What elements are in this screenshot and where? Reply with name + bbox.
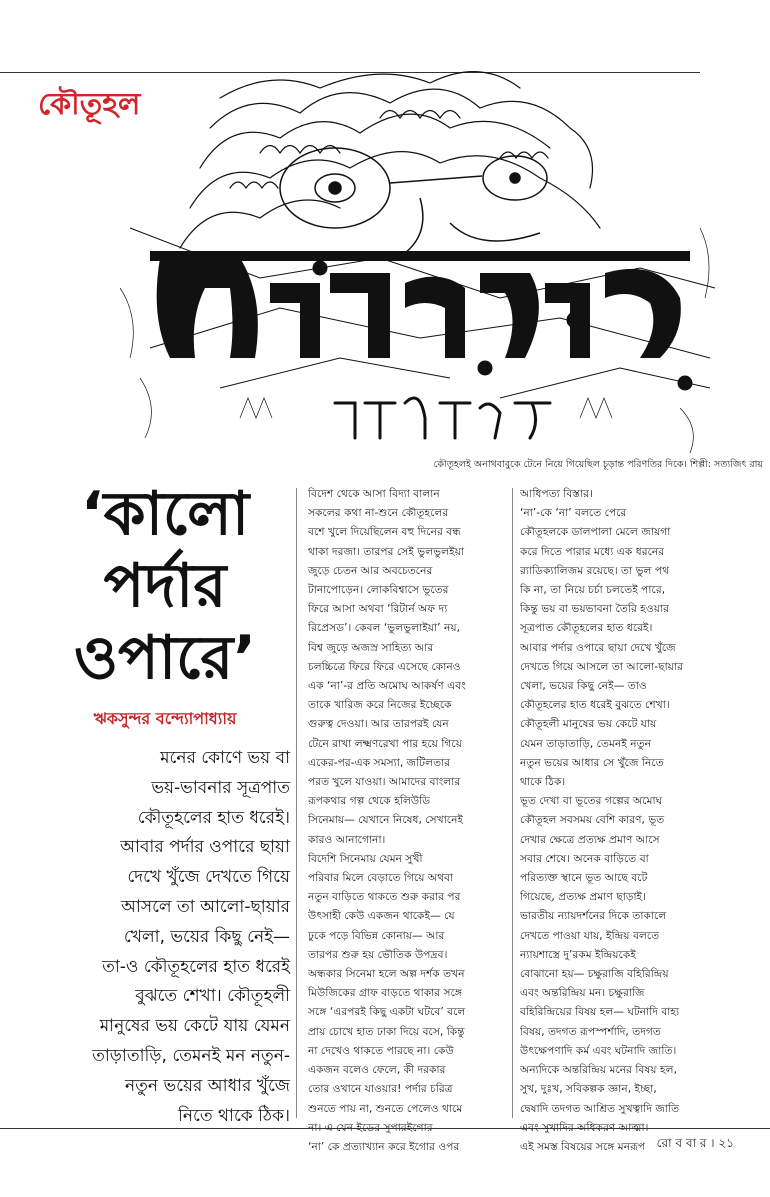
- standfirst-line: দেখে খুঁজে দেখতে গিয়ে: [127, 867, 290, 888]
- body-text-line: বিষয়, তদগত রূপস্পর্শাদি, তদগত: [520, 1024, 661, 1038]
- body-text-line: অন্যদিকে অন্তরিন্দ্রিয় মনের বিষয় হল,: [520, 1063, 677, 1077]
- body-text-line: কি না, তা নিয়ে চর্চা চলতেই পারে,: [520, 583, 666, 597]
- signature-art: [335, 398, 550, 438]
- body-text-line: দেখার ক্ষেত্রে প্রত্যক্ষ প্রমাণ আসে: [520, 832, 660, 846]
- body-text-line: একের-পর-এক সমস্যা, জটিলতার: [308, 755, 451, 769]
- standfirst-line: ভয়-ভাবনার সূত্রপাত: [151, 777, 290, 798]
- body-column-2: [520, 484, 723, 1156]
- standfirst-line: কৌতূহলের হাত ধরেই।: [137, 807, 290, 828]
- body-text-line: এবং অন্তরিন্দ্রিয় মন। চক্ষুরাজি: [520, 986, 645, 1000]
- body-text-line: ঢুকে পড়ে বিভিন্ন কোনায়— আর: [308, 928, 445, 942]
- body-text-line: আবার পর্দার ওপারে ছায়া দেখে খুঁজে: [520, 640, 676, 654]
- body-text-line: গিয়েছে, প্রত্যক্ষ প্রমাণ ছাড়াই।: [520, 890, 646, 904]
- face-sketch: [280, 148, 547, 253]
- body-text-line: বোঝানো হয়— চক্ষুরাজি বহিরিন্দ্রিয়: [520, 967, 669, 981]
- body-text-line: কৌতূহলের হাত ধরেই বুঝতে শেখা।: [520, 698, 670, 712]
- standfirst: [40, 744, 290, 1131]
- body-text-line: প্রায় চোখে হাত ঢাকা দিয়ে বসে, কিন্তু: [308, 1024, 465, 1038]
- standfirst-line: তা-ও কৌতূহলের হাত ধরেই: [102, 956, 290, 977]
- body-text-line: চলচ্চিত্রে ফিরে ফিরে এসেছে কোনও: [308, 659, 461, 673]
- body-text-line: রিপ্রেসড’। কেবল ‘ভুলভুলাইয়া’ নয়,: [308, 621, 461, 635]
- body-text-line: নতুন ভয়ের আধার সে খুঁজে নিতে: [520, 755, 664, 769]
- standfirst-line: নতুন ভয়ের আধার খুঁজে: [125, 1075, 290, 1096]
- body-text-line: তাকে খারিজ করে নিজের ইচ্ছেকে: [308, 698, 452, 712]
- column-divider: [512, 488, 513, 1118]
- body-text-line: আধিপত্য বিস্তার।: [520, 487, 593, 500]
- section-label: কৌতূহল: [38, 87, 141, 122]
- body-text-line: ন্যায়শাস্ত্রে দু’রকম ইন্দ্রিয়কেই: [520, 947, 636, 961]
- body-text-line: কৌতূহল সবসময় বেশি কারণ, ভূত: [520, 813, 665, 827]
- body-text-line: পরিত্যক্ত স্থানে ভূত আছে বটে: [520, 871, 648, 885]
- body-text-line: কিন্তু ভয় বা ভয়ভাবনা তৈরি হওয়ার: [520, 602, 669, 616]
- body-text-line: থাকা দরজা। তারপর সেই ভুলভুলইয়া: [308, 544, 465, 558]
- body-text-line: বশে খুলে দিয়েছিলেন বহু দিনের বন্ধ: [308, 525, 461, 539]
- body-text-line: শুনতে পায় না, শুনতে পেলেও থামে: [308, 1101, 463, 1115]
- body-text-line: অন্ধকার সিনেমা হলে অল্প দর্শক তখন: [308, 967, 465, 981]
- body-text-line: সুখ, দুঃখ, সবিকল্পক জ্ঞান, ইচ্ছা,: [520, 1082, 657, 1096]
- headline: [40, 478, 290, 694]
- page-folio: রো ব বা র । ২১: [656, 1136, 734, 1150]
- illustration: [120, 58, 720, 458]
- body-text-line: বিদেশি সিনেমায় যেমন সুখী: [308, 851, 423, 865]
- standfirst-line: তাড়াতাড়ি, তেমনই মন নতুন-: [92, 1045, 290, 1066]
- body-text-line: জুড়ে চেতন আর অবচেতনের: [308, 563, 433, 577]
- body-text-line: বিশ্ব জুড়ে অজস্র সাহিত্য আর: [308, 640, 434, 654]
- body-text-line: টানাপোড়েন। লোকবিশ্বাসে ভূতের: [308, 583, 449, 597]
- body-text-line: না দেখেও থাকতে পারছে না। কেউ: [308, 1043, 454, 1057]
- body-text-line: বহিরিন্দ্রিয়ের বিষয় হল— ঘটনাদি বাহ্য: [520, 1005, 680, 1019]
- body-text-line: থাকে ঠিক।: [520, 775, 566, 789]
- standfirst-line: আবার পর্দার ওপারে ছায়া: [120, 837, 290, 858]
- body-text-line: ভারতীয় ন্যায়দর্শনের দিকে তাকালে: [520, 909, 667, 923]
- body-text-line: উৎক্ষেপণাদি কর্ম এবং ঘটনাদি জাতি।: [520, 1043, 677, 1057]
- body-text-line: র‌্যাডিক্যালিজম রয়েছে। তা ভুল পথ: [520, 563, 670, 577]
- body-text-line: কৌতূহলী মানুষের ভয় কেটে যায়: [520, 717, 657, 731]
- body-text-line: সঙ্গে ‘এরপরই কিছু একটা ঘটবে’ বলে: [308, 1005, 466, 1019]
- standfirst-line: খেলা, ভয়ের কিছু নেই—: [123, 926, 290, 947]
- body-text-line: খেলা, ভয়ের কিছু নেই— তাও: [520, 679, 647, 693]
- body-column-1: [308, 484, 511, 1156]
- standfirst-line: নিতে থাকে ঠিক।: [178, 1105, 290, 1126]
- body-text-line: করে দিতে পারার মধ্যে এক ধরনের: [520, 544, 665, 558]
- column-divider: [296, 488, 297, 1118]
- body-text-line: ‘না’ কে প্রত্যাখ্যান করে ইগোর ওপর: [308, 1139, 460, 1153]
- body-text-line: রূপকথার গল্প থেকে হলিউডি: [308, 794, 431, 808]
- standfirst-line: আসলে তা আলো-ছায়ার: [121, 896, 290, 917]
- body-text-line: নতুন বাড়িতে থাকতে শুরু করার পর: [308, 890, 461, 904]
- standfirst-line: মনের কোণে ভয় বা: [160, 748, 290, 768]
- author-byline: ঋকসুন্দর বন্দ্যোপাধ্যায়: [93, 709, 237, 728]
- body-text-line: গুরুত্ব দেওয়া। আর তারপরই যেন: [308, 717, 449, 731]
- body-text-line: সবার শেষে। অনেক বাড়িতে বা: [520, 851, 649, 865]
- body-text-line: এক ‘না’-র প্রতি অমোঘ আকর্ষণ এবং: [308, 679, 466, 693]
- body-text-line: কৌতূহলকে ডালপালা মেলে জায়গা: [520, 525, 671, 539]
- body-text-line: দ্বেষাদি তদগত আশ্রিত সুখত্বাদি জাতি: [520, 1101, 680, 1115]
- headline-line: ওপারে’: [73, 623, 257, 693]
- body-text-line: কারও আনাগোনা।: [308, 832, 386, 846]
- body-text-line: উৎসাহী কেউ একজন থাকেই— যে: [308, 909, 455, 923]
- body-text-line: তারপর শুরু হয় ভৌতিক উপদ্রব।: [308, 947, 448, 961]
- body-text-line: ফিরে আসা অথবা ‘রিটার্ন অফ দ্য: [308, 602, 448, 616]
- standfirst-line: মানুষের ভয় কেটে যায় যেমন: [99, 1016, 290, 1037]
- headline-line: ‘কালো: [80, 479, 250, 549]
- hair-scribble: [180, 72, 600, 248]
- body-text-line: টেনে রাখা লক্ষ্মণরেখা পার হয়ে গিয়ে: [308, 736, 463, 750]
- body-text-line: সূত্রপাত কৌতূহলের হাত ধরেই।: [520, 621, 653, 635]
- body-text-line: একজন বলেও ফেলে, কী দরকার: [308, 1063, 446, 1077]
- illustration-caption: কৌতূহলই অনাথবাবুকে টেনে নিয়ে গিয়েছিল চূড়ান্ত পরিণতির দিকে। শিল্পী: সত্যজিৎ রায়: [433, 459, 763, 470]
- body-text-line: পরিবার মিলে বেড়াতে গিয়ে অথবা: [308, 871, 454, 885]
- body-text-line: এই সমস্ত বিষয়ের সঙ্গে মনরূপ: [520, 1139, 646, 1153]
- body-text-line: দেখতে গিয়ে আসলে তা আলো-ছায়ার: [520, 659, 683, 673]
- body-text-line: দেখতে পাওয়া যায়, ইন্দ্রিয় বলতে: [520, 928, 660, 942]
- body-text-line: সকলের কথা না-শুনে কৌতূহলের: [308, 506, 449, 520]
- standfirst-line: বুঝতে শেখা। কৌতূহলী: [135, 986, 290, 1007]
- body-text-line: বিদেশ থেকে আসা বিদ্যা বালান: [308, 487, 440, 500]
- body-text-line: পরত খুলে যাওয়া। আমাদের বাংলার: [308, 775, 461, 789]
- body-text-line: ‘না’-কে ‘না’ বলতে পেরে: [520, 506, 627, 520]
- bottom-rule: [0, 1128, 770, 1129]
- body-text-line: ভূত দেখা বা ভূতের গল্পের অমোঘ: [520, 794, 663, 808]
- body-text-line: সিনেমায়— যেখানে নিষেধ, সেখানেই: [308, 813, 464, 827]
- body-text-line: যেমন তাড়াতাড়ি, তেমনই নতুন: [520, 736, 652, 750]
- body-text-line: তোর ওখানে যাওয়ার! পর্দার চরিত্র: [308, 1082, 453, 1096]
- headline-line: পর্দার: [103, 551, 227, 621]
- body-text-line: মিউজিকের গ্রাফ বাড়তে থাকার সঙ্গে: [308, 986, 462, 1000]
